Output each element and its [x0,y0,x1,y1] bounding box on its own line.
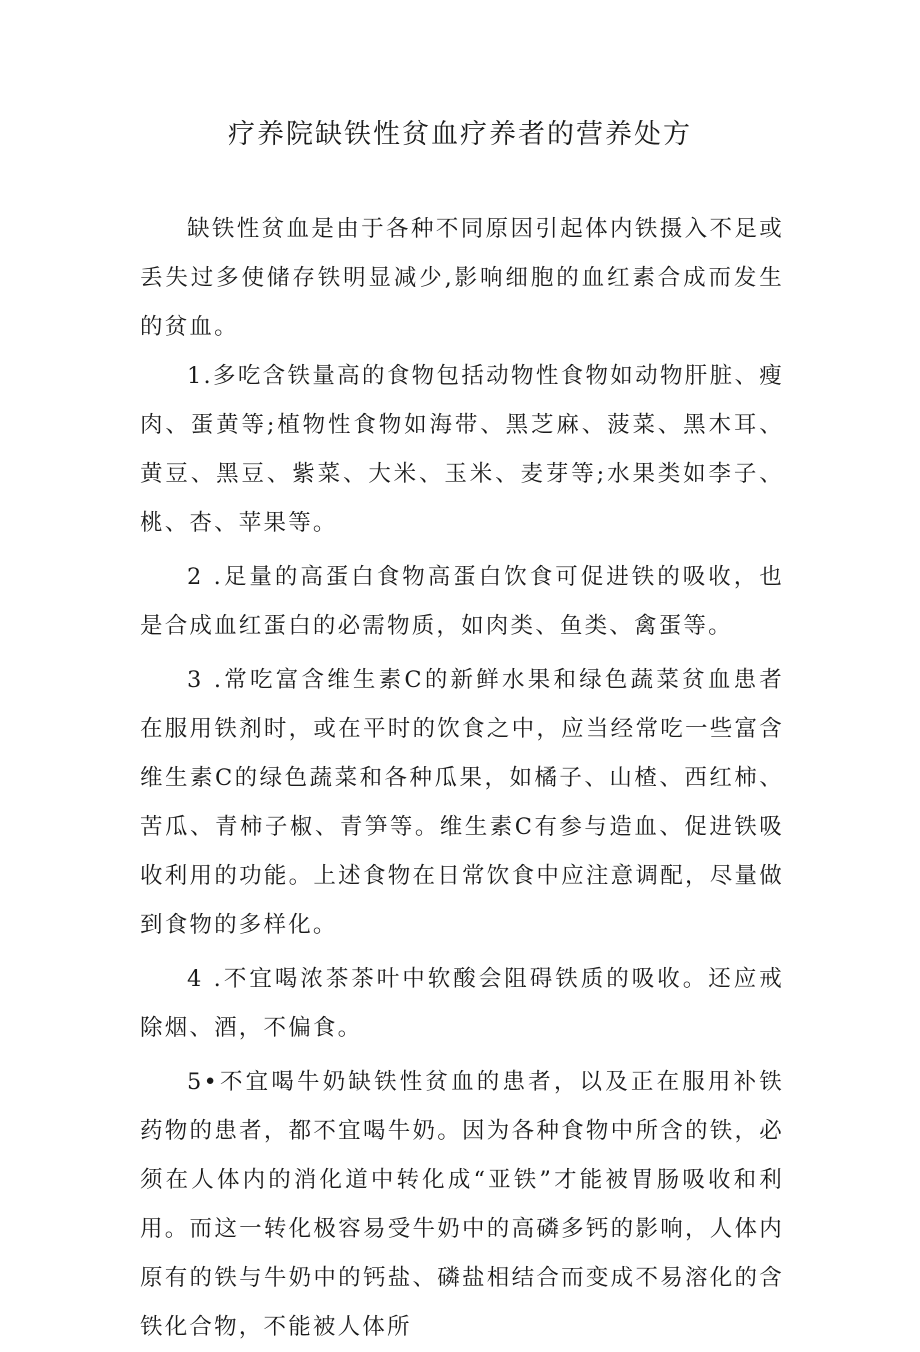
document-body [140,205,784,1352]
item-2-paragraph: 2 .足量的高蛋白食物高蛋白饮食可促进铁的吸收，也是合成血红蛋白的必需物质，如肉类、鱼类、禽蛋等。 [140,564,784,639]
intro-paragraph: 缺铁性贫血是由于各种不同原因引起体内铁摄入不足或丢失过多使储存铁明显减少,影响细胞的血红素合成而发生的贫血。 [140,216,784,340]
item-1-paragraph: 1.多吃含铁量高的食物包括动物性食物如动物肝脏、瘦肉、蛋黄等;植物性食物如海带、黑芝麻、菠菜、黑木耳、黄豆、黑豆、紫菜、大米、玉米、麦芽等;水果类如李子、桃、杏、苹果等。 [140,363,784,536]
item-5-paragraph: 5•不宜喝牛奶缺铁性贫血的患者，以及正在服用补铁药物的患者，都不宜喝牛奶。因为各种食物中所含的铁，必须在人体内的消化道中转化成“亚铁”才能被胃肠吸收和利用。而这一转化极容易受牛奶中的高磷多钙的影响，人体内原有的铁与牛奶中的钙盐、磷盐相结合而变成不易溶化的含铁化合物，不能被人体所 [140,1069,784,1340]
item-3-paragraph: 3 .常吃富含维生素C的新鲜水果和绿色蔬菜贫血患者在服用铁剂时，或在平时的饮食之中，应当经常吃一些富含维生素C的绿色蔬菜和各种瓜果，如橘子、山楂、西红柿、苦瓜、青柿子椒、青笋等。维生素C有参与造血、促进铁吸收利用的功能。上述食物在日常饮食中应注意调配，尽量做到食物的多样化。 [140,667,784,938]
item-4-paragraph: 4 .不宜喝浓茶茶叶中软酸会阻碍铁质的吸收。还应戒除烟、酒，不偏食。 [140,966,784,1041]
page-title: 疗养院缺铁性贫血疗养者的营养处方 [228,119,692,150]
